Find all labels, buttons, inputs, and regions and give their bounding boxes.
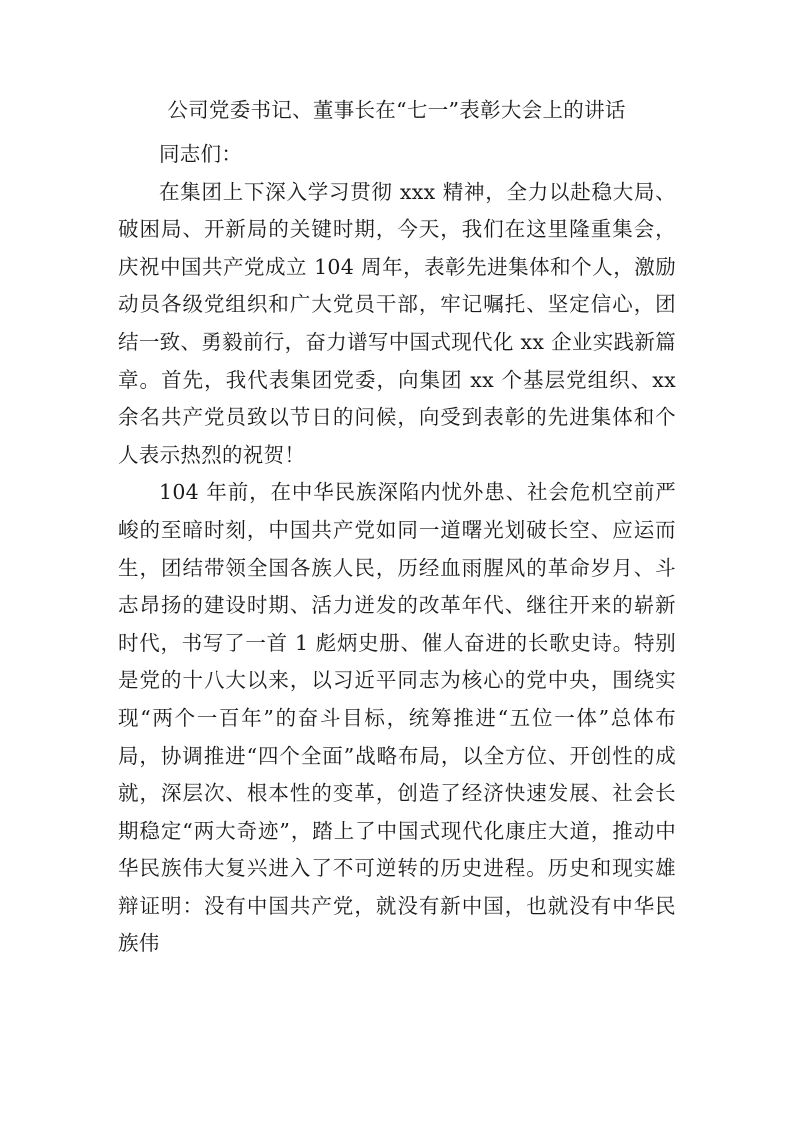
salutation: 同志们： xyxy=(159,142,243,166)
document-title: 公司党委书记、董事长在“七一”表彰大会上的讲话 xyxy=(167,98,626,122)
paragraph-1: 在集团上下深入学习贯彻 xxx 精神，全力以赴稳大局、破困局、开新局的关键时期，今天，我们在这里隆重集会，庆祝中国共产党成立 104 周年，表彰先进集体和个人，激励动员各级党组织和广大党员干部，牢记嘱托、坚定信心，团结一致、勇毅前行，奋力谱写中国式现代化 xx 企业实践新篇章。首先，我代表集团党委，向集团 xx 个基层党组织、xx 余名共产党员致以节日的问候，向受到表彰的先进集体和个人表示热烈的祝贺！ xyxy=(118,179,676,467)
paragraph-2: 104 年前，在中华民族深陷内忧外患、社会危机空前严峻的至暗时刻，中国共产党如同一道曙光划破长空、应运而生，团结带领全国各族人民，历经血雨腥风的革命岁月、斗志昂扬的建设时期、活力迸发的改革年代、继往开来的崭新时代，书写了一首 1 彪炳史册、催人奋进的长歌史诗。特别是党的十八大以来，以习近平同志为核心的党中央，围绕实现“两个一百年”的奋斗目标，统筹推进“五位一体”总体布局，协调推进“四个全面”战略布局，以全方位、开创性的成就，深层次、根本性的变革，创造了经济快速发展、社会长期稳定“两大奇迹”，踏上了中国式现代化康庄大道，推动中华民族伟大复兴进入了不可逆转的历史进程。历史和现实雄辩证明：没有中国共产党，就没有新中国，也就没有中华民族伟 xyxy=(118,480,676,956)
document-body xyxy=(118,136,676,963)
